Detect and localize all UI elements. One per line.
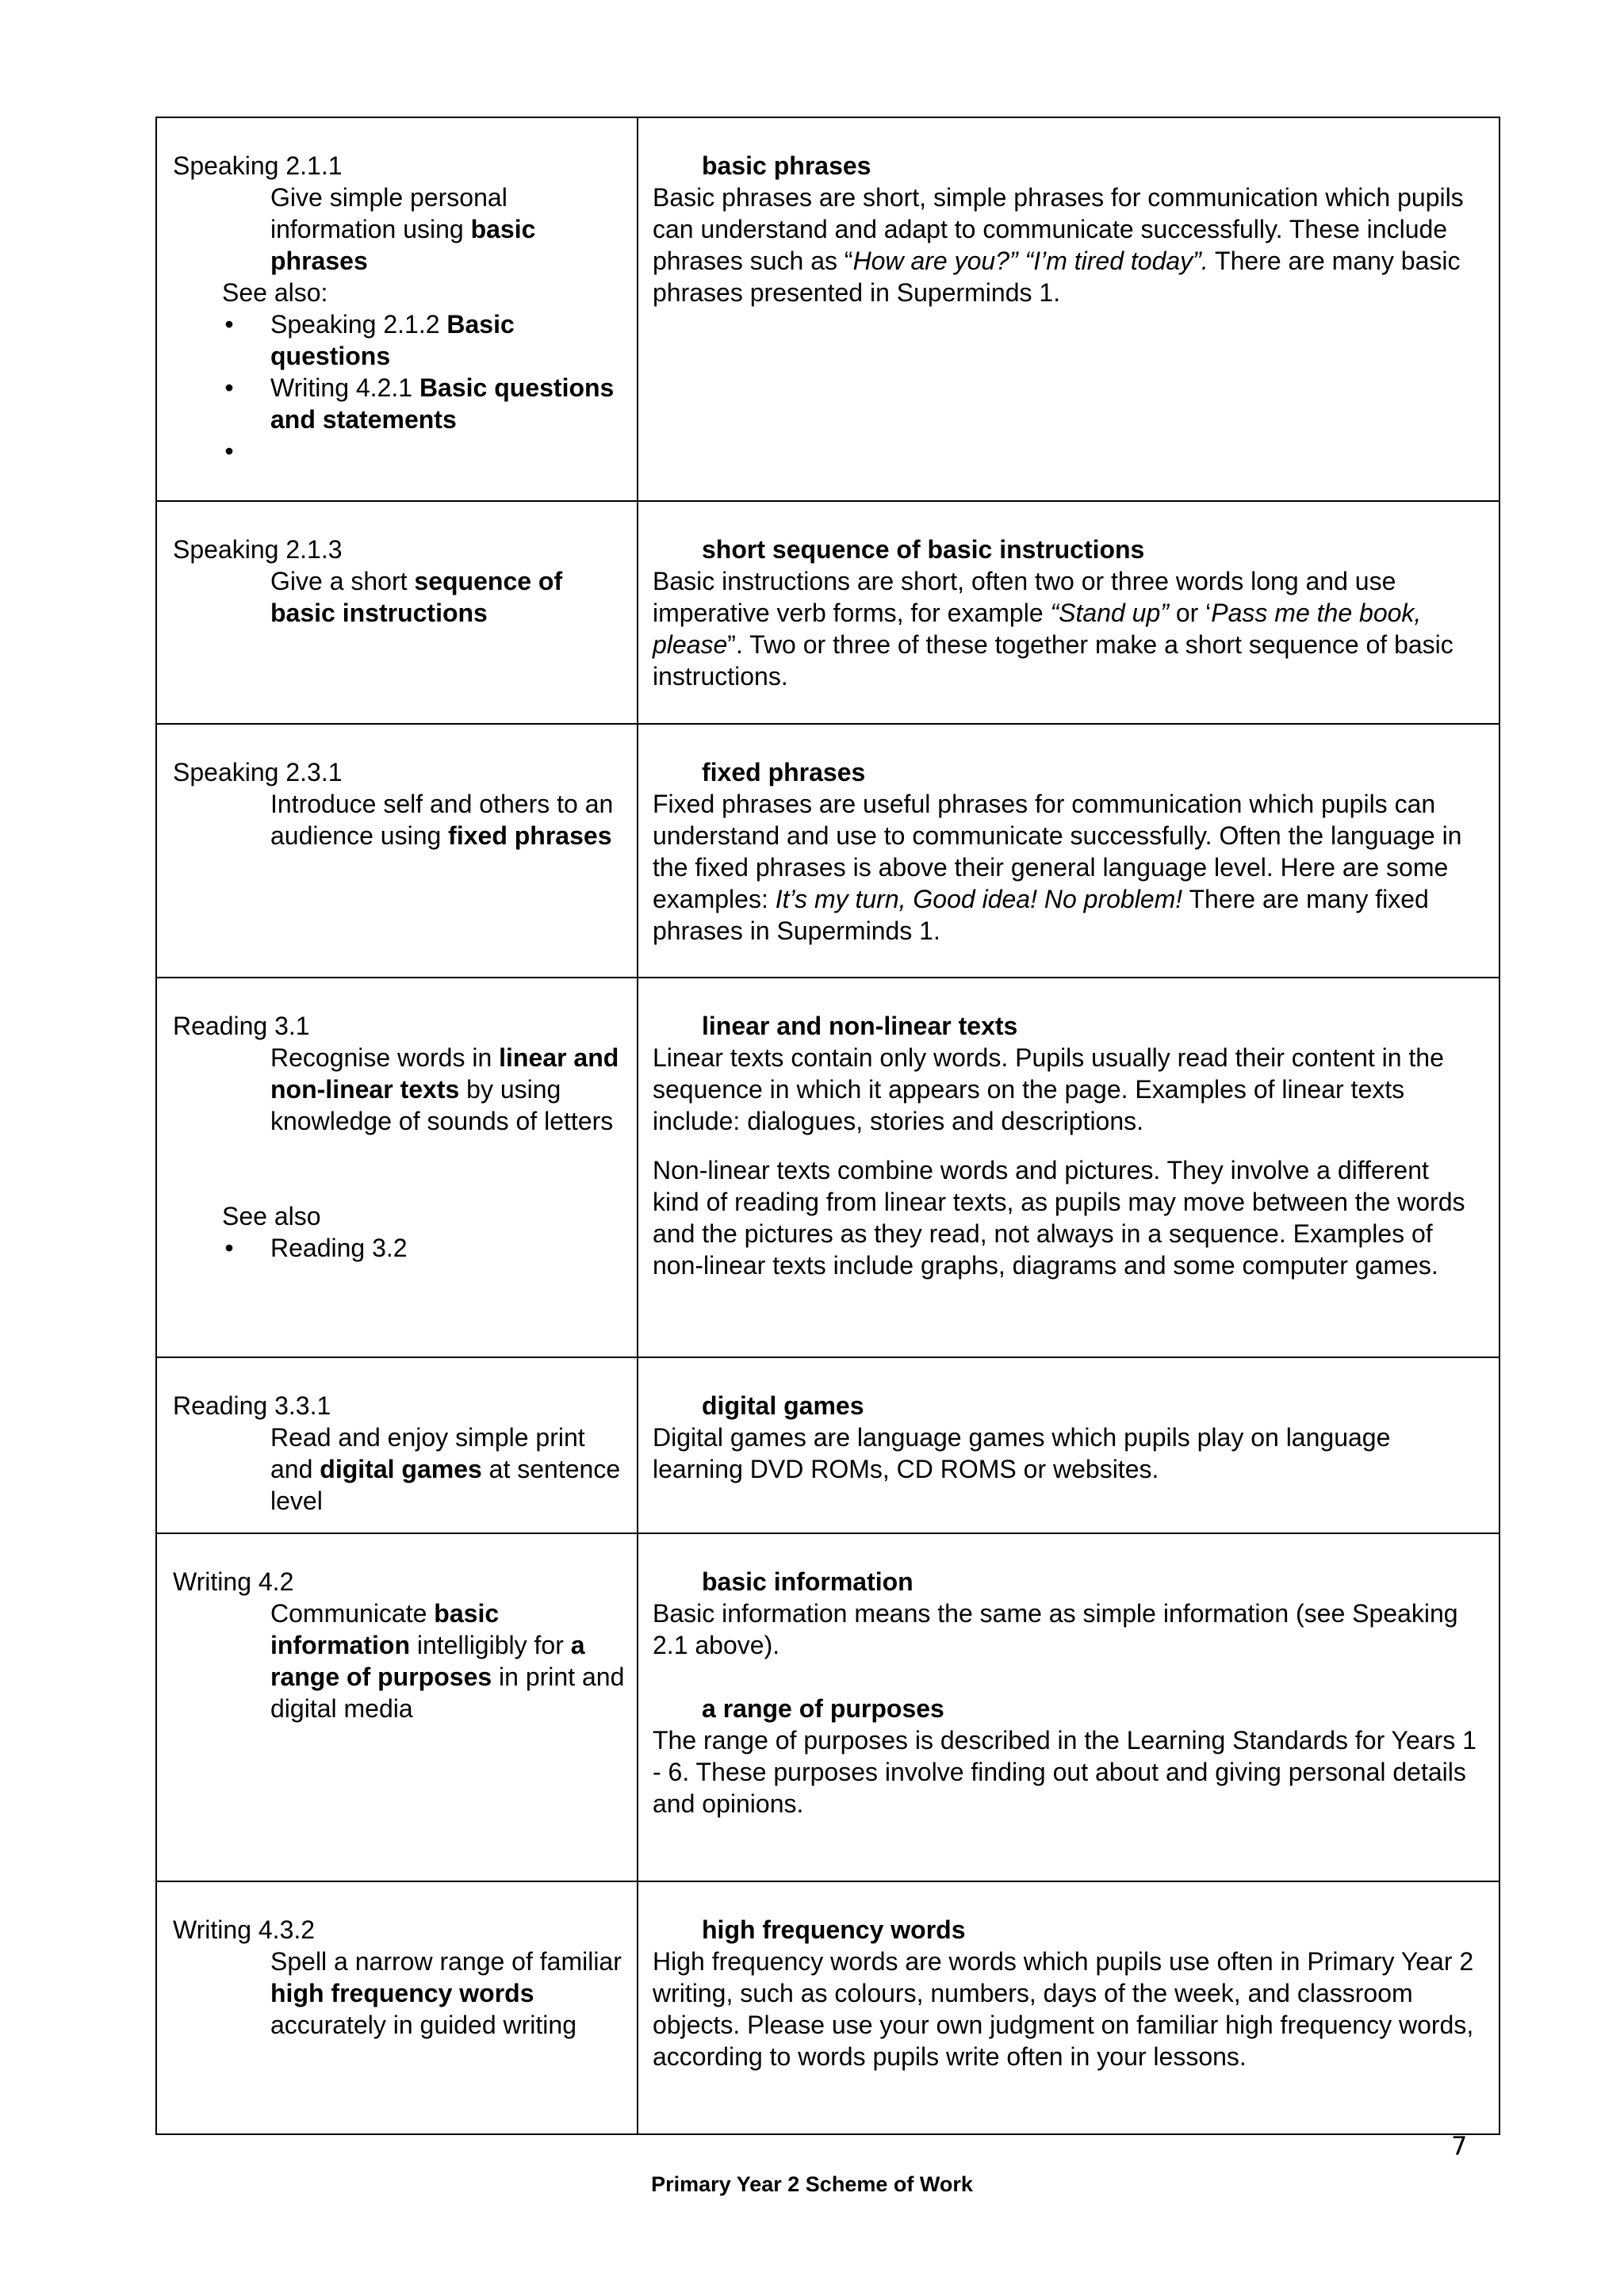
definition-text: Basic phrases are short, simple phrases for communication which pupils can understand and adapt to communicate successfully. These include phrases such as “How are you?” “I’m tired today”. There are many basic phrases presented in Superminds 1. bbox=[653, 183, 1464, 307]
definition-text: The range of purposes is described in the Learning Standards for Years 1 - 6. These purposes involve finding out about and giving personal details and opinions. bbox=[653, 1726, 1477, 1818]
list-item: • Writing 4.2.1 Basic questions and statements bbox=[270, 372, 626, 435]
term-heading: basic phrases bbox=[702, 151, 871, 180]
bullet-icon: • bbox=[224, 437, 234, 465]
standard-code: Reading 3.3.1 bbox=[173, 1391, 331, 1420]
definition-cell bbox=[638, 1533, 1500, 1881]
bullet-icon: • bbox=[224, 1234, 234, 1262]
list-item bbox=[224, 435, 626, 467]
see-also-list bbox=[173, 1232, 626, 1264]
definition-text: Basic instructions are short, often two or three words long and use imperative verb forms, for example “Stand up” or ‘Pass me the book, please”. Two or three of these together make a short sequence of basic instructions. bbox=[653, 567, 1454, 691]
definition-cell bbox=[638, 501, 1500, 724]
standard-text: Spell a narrow range of familiar high frequency words accurately in guided writing bbox=[270, 1947, 622, 2039]
page-number: 7 bbox=[1451, 2131, 1468, 2161]
bullet-icon: • bbox=[224, 373, 234, 402]
term-heading: linear and non-linear texts bbox=[702, 1012, 1018, 1040]
table-row bbox=[156, 1533, 1500, 1881]
definition-text: Digital games are language games which pupils play on language learning DVD ROMs, CD ROMS or websites. bbox=[653, 1423, 1391, 1483]
list-item: • Speaking 2.1.2 Basic questions bbox=[270, 308, 626, 372]
learning-standard-cell bbox=[156, 501, 638, 724]
definition-cell bbox=[638, 724, 1500, 978]
term-heading: high frequency words bbox=[702, 1915, 966, 1944]
definition-text: Non-linear texts combine words and pictures. They involve a different kind of reading from linear texts, as pupils may move between the words and the pictures as they read, not always in a sequence. Examples of non-linear texts include graphs, diagrams and some computer games. bbox=[653, 1156, 1465, 1280]
table-row bbox=[156, 117, 1500, 501]
term-heading: digital games bbox=[702, 1391, 864, 1420]
definition-cell bbox=[638, 1881, 1500, 2134]
page-footer: Primary Year 2 Scheme of Work bbox=[651, 2172, 973, 2196]
term-heading: short sequence of basic instructions bbox=[702, 535, 1145, 564]
list-item: • Reading 3.2 bbox=[270, 1232, 626, 1264]
learning-standard-cell bbox=[156, 978, 638, 1357]
definition-cell bbox=[638, 978, 1500, 1357]
term-heading: basic information bbox=[702, 1567, 914, 1596]
bullet-icon: • bbox=[224, 310, 234, 339]
definition-text: Fixed phrases are useful phrases for communication which pupils can understand and use to communicate successfully. Often the language in the fixed phrases is above their general language level. Here are some examples: It’s my turn, Good idea! No problem! There are many fixed phrases in Superminds 1. bbox=[653, 790, 1462, 945]
standard-code: Speaking 2.1.3 bbox=[173, 535, 343, 564]
term-heading: a range of purposes bbox=[702, 1694, 944, 1723]
table-row bbox=[156, 724, 1500, 978]
learning-standard-cell bbox=[156, 1357, 638, 1533]
definition-cell bbox=[638, 1357, 1500, 1533]
learning-standard-cell bbox=[156, 1881, 638, 2134]
standard-code: Speaking 2.1.1 bbox=[173, 151, 343, 180]
definition-text: Linear texts contain only words. Pupils usually read their content in the sequence in which it appears on the page. Examples of linear texts include: dialogues, stories and descriptions. bbox=[653, 1043, 1444, 1135]
table-row bbox=[156, 501, 1500, 724]
standard-text: Introduce self and others to an audience using fixed phrases bbox=[270, 790, 614, 850]
standard-code: Writing 4.2 bbox=[173, 1567, 294, 1596]
table-row bbox=[156, 1357, 1500, 1533]
definition-text: High frequency words are words which pupils use often in Primary Year 2 writing, such as colours, numbers, days of the week, and classroom objects. Please use your own judgment on familiar high frequency words, according to words pupils write often in your lessons. bbox=[653, 1947, 1474, 2071]
see-also-list bbox=[173, 308, 626, 467]
standard-code: Writing 4.3.2 bbox=[173, 1915, 316, 1944]
definition-cell bbox=[638, 117, 1500, 501]
see-also-label: See also bbox=[222, 1202, 321, 1230]
standard-code: Reading 3.1 bbox=[173, 1012, 310, 1040]
glossary-table bbox=[155, 117, 1500, 2135]
see-also-label: See also: bbox=[222, 278, 328, 307]
learning-standard-cell bbox=[156, 117, 638, 501]
standard-text: Give simple personal information using basic phrases bbox=[270, 183, 536, 275]
standard-code: Speaking 2.3.1 bbox=[173, 758, 343, 786]
standard-text: Communicate basic information intelligibly for a range of purposes in print and digital media bbox=[270, 1599, 625, 1723]
standard-text: Read and enjoy simple print and digital games at sentence level bbox=[270, 1423, 621, 1515]
learning-standard-cell bbox=[156, 1533, 638, 1881]
term-heading: fixed phrases bbox=[702, 758, 866, 786]
definition-text: Basic information means the same as simple information (see Speaking 2.1 above). bbox=[653, 1599, 1458, 1659]
table-row bbox=[156, 1881, 1500, 2134]
table-row bbox=[156, 978, 1500, 1357]
standard-text: Give a short sequence of basic instructions bbox=[270, 567, 563, 627]
standard-text: Recognise words in linear and non-linear texts by using knowledge of sounds of letters bbox=[270, 1043, 619, 1135]
learning-standard-cell bbox=[156, 724, 638, 978]
